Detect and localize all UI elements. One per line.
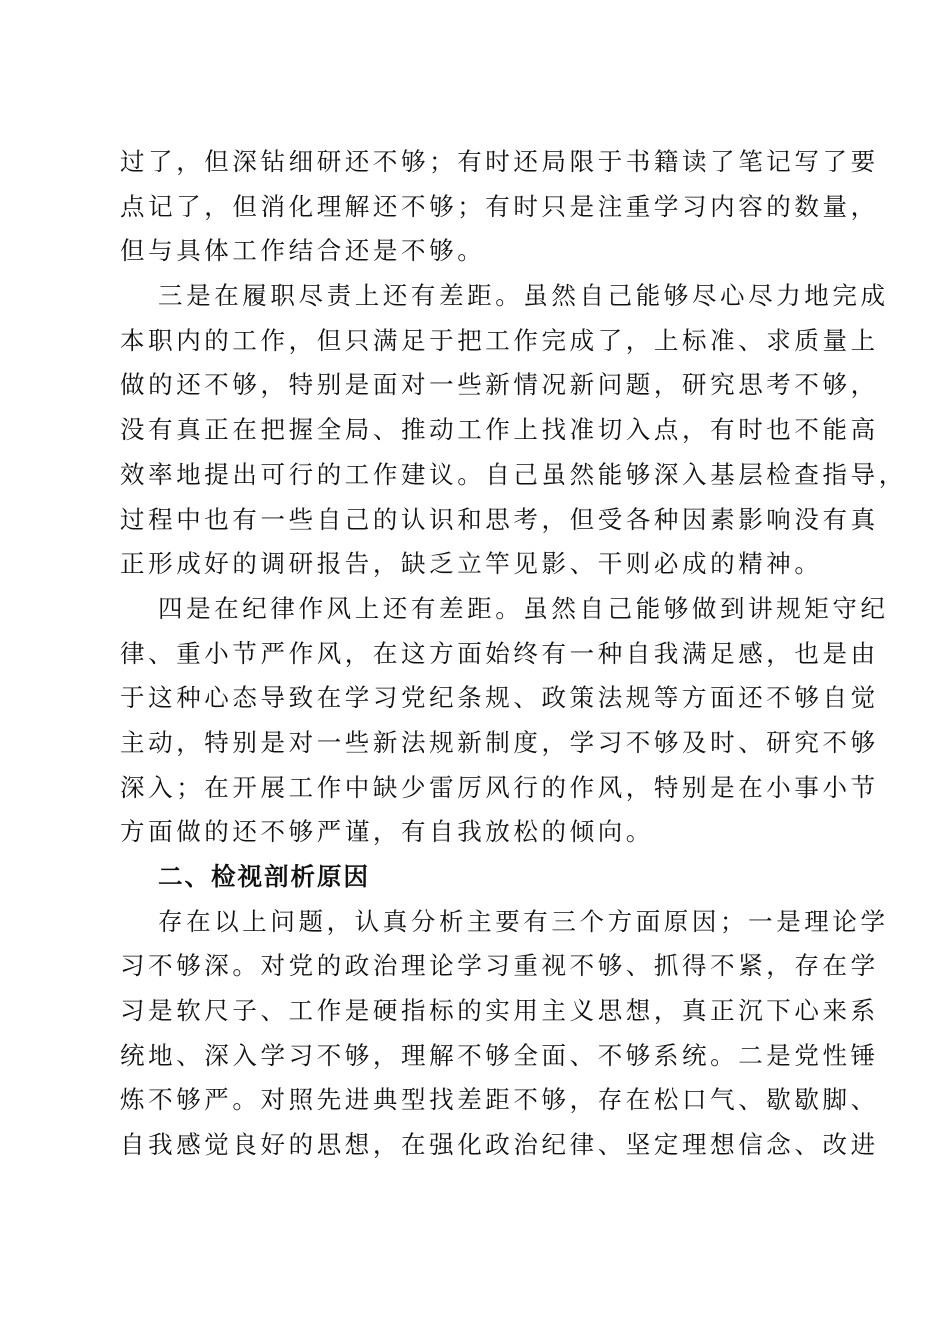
body-line: 方面做的还不够严谨，有自我放松的倾向。 [120, 817, 654, 847]
section-heading: 二、检视剖析原因 [158, 862, 370, 891]
paragraph-start-line: 四是在纪律作风上还有差距。虽然自己能够做到讲规矩守纪 [158, 593, 889, 623]
body-line: 律、重小节严作风，在这方面始终有一种自我满足感，也是由 [120, 638, 879, 668]
body-line: 本职内的工作，但只满足于把工作完成了，上标准、求质量上 [120, 325, 879, 355]
body-line: 统地、深入学习不够，理解不够全面、不够系统。二是党性锤 [120, 1040, 879, 1070]
body-line: 正形成好的调研报告，缺乏立竿见影、干则必成的精神。 [120, 549, 823, 579]
body-line: 深入；在开展工作中缺少雷厉风行的作风，特别是在小事小节 [120, 772, 879, 802]
body-line: 习是软尺子、工作是硬指标的实用主义思想，真正沉下心来系 [120, 996, 879, 1026]
body-line: 主动，特别是对一些新法规新制度，学习不够及时、研究不够 [120, 727, 879, 757]
body-line: 过程中也有一些自己的认识和思考，但受各种因素影响没有真 [120, 504, 879, 534]
body-line: 但与具体工作结合还是不够。 [120, 236, 486, 266]
body-line: 点记了，但消化理解还不够；有时只是注重学习内容的数量， [120, 191, 879, 221]
paragraph-start-line: 三是在履职尽责上还有差距。虽然自己能够尽心尽力地完成 [158, 281, 889, 311]
body-line: 于这种心态导致在学习党纪条规、政策法规等方面还不够自觉 [120, 683, 879, 713]
body-line: 习不够深。对党的政治理论学习重视不够、抓得不紧，存在学 [120, 951, 879, 981]
body-line: 没有真正在把握全局、推动工作上找准切入点，有时也不能高 [120, 415, 879, 445]
body-line: 自我感觉良好的思想，在强化政治纪律、坚定理想信念、改进 [120, 1130, 879, 1160]
paragraph-start-line: 存在以上问题，认真分析主要有三个方面原因；一是理论学 [158, 906, 889, 936]
body-line: 炼不够严。对照先进典型找差距不够，存在松口气、歇歇脚、 [120, 1085, 879, 1115]
document-body [120, 140, 907, 1168]
body-line: 过了，但深钻细研还不够；有时还局限于书籍读了笔记写了要 [120, 147, 879, 176]
body-line: 做的还不够，特别是面对一些新情况新问题，研究思考不够， [120, 370, 879, 400]
body-line: 效率地提出可行的工作建议。自己虽然能够深入基层检查指导， [120, 459, 907, 489]
